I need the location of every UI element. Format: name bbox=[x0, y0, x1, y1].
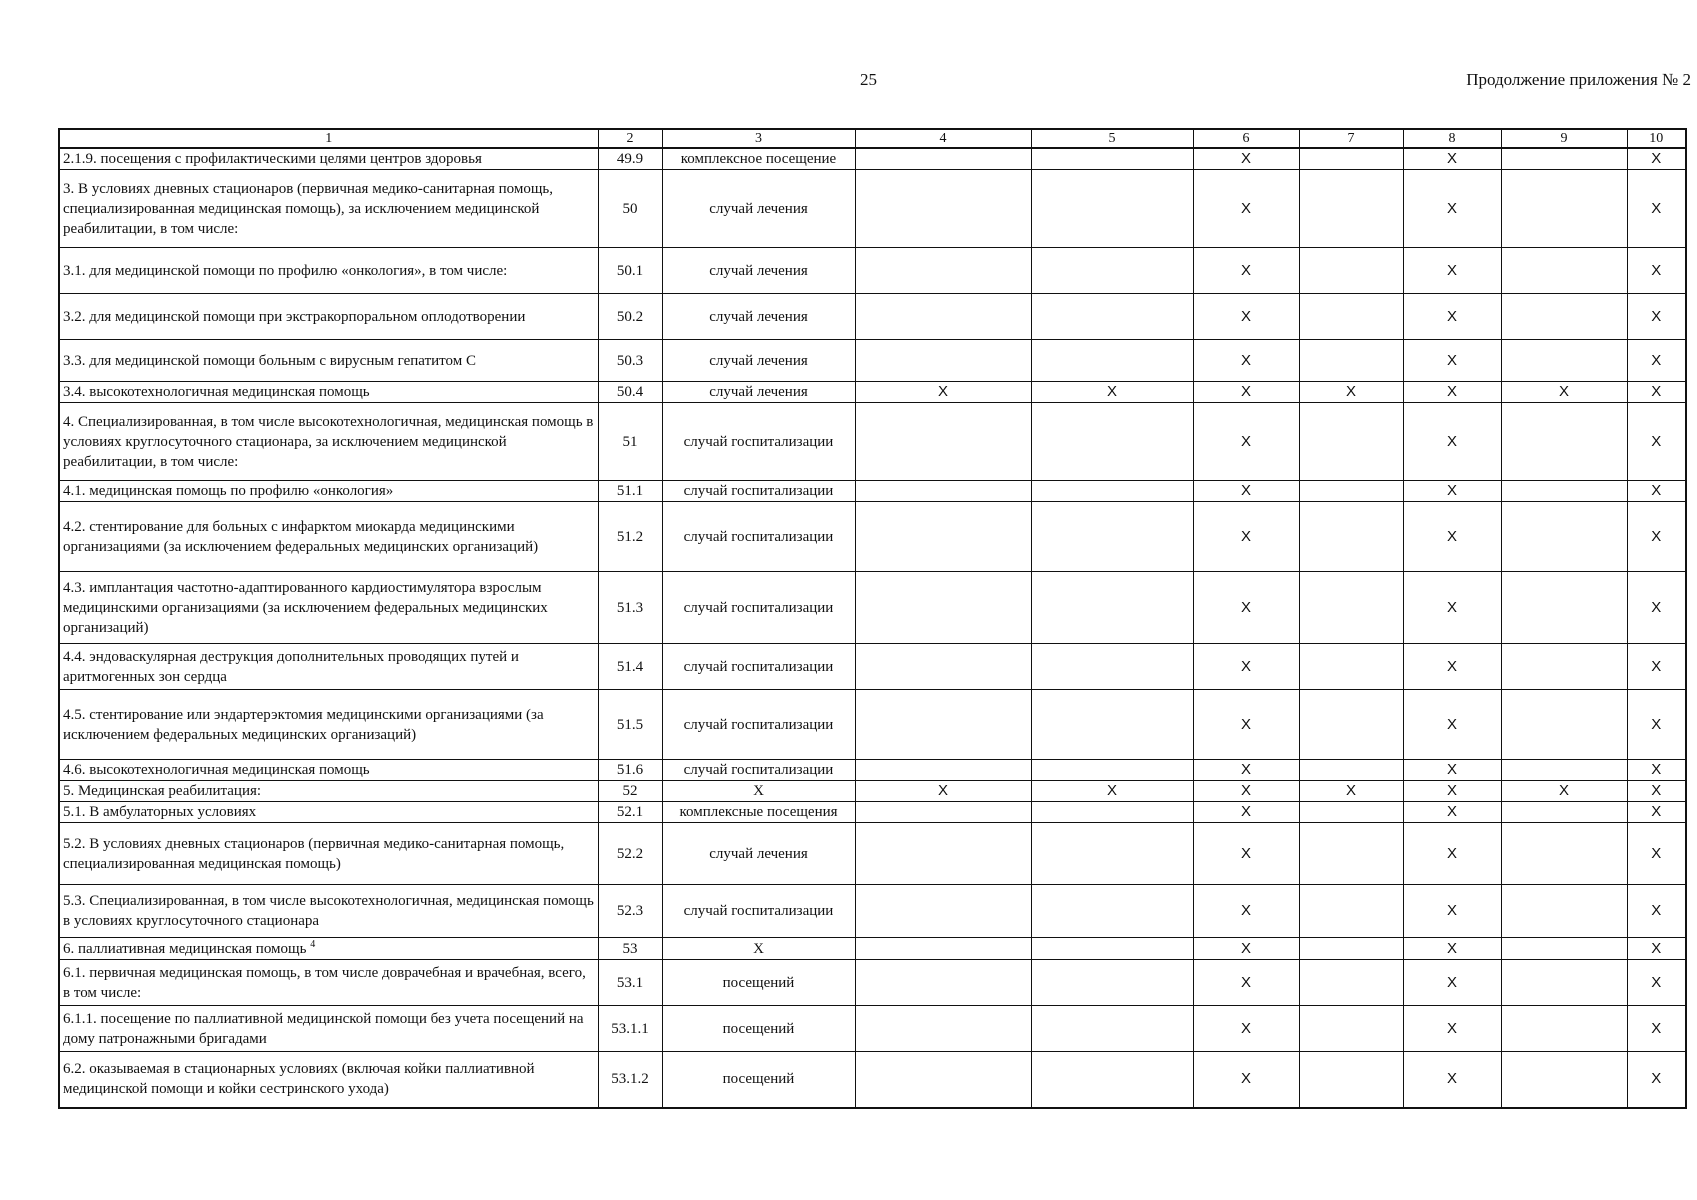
row-value-col-4 bbox=[855, 644, 1031, 690]
row-name-text: 5.3. Специализированная, в том числе высокотехнологичная, медицинская помощь в условиях круглосуточного стационара bbox=[63, 893, 594, 929]
row-value-col-6: X bbox=[1193, 340, 1299, 382]
row-value-col-5 bbox=[1031, 148, 1193, 170]
row-unit: случай госпитализации bbox=[662, 572, 855, 644]
row-value-col-6: X bbox=[1193, 481, 1299, 502]
row-code: 53.1.1 bbox=[598, 1006, 662, 1052]
row-name bbox=[59, 690, 598, 760]
row-value-col-9 bbox=[1501, 572, 1627, 644]
row-code: 51 bbox=[598, 403, 662, 481]
row-unit: случай госпитализации bbox=[662, 502, 855, 572]
row-value-col-4 bbox=[855, 760, 1031, 781]
row-value-col-9 bbox=[1501, 248, 1627, 294]
row-unit: X bbox=[662, 781, 855, 802]
row-unit: случай госпитализации bbox=[662, 481, 855, 502]
row-name bbox=[59, 823, 598, 885]
row-value-col-9 bbox=[1501, 403, 1627, 481]
row-name-text: 4.1. медицинская помощь по профилю «онкология» bbox=[63, 483, 394, 499]
row-value-col-10: X bbox=[1627, 403, 1686, 481]
row-value-col-10: X bbox=[1627, 572, 1686, 644]
row-name-text: 4. Специализированная, в том числе высокотехнологичная, медицинская помощь в условиях круглосуточного стационара, за исключением медицинской реабилитации, в том числе: bbox=[63, 413, 594, 470]
row-value-col-10: X bbox=[1627, 382, 1686, 403]
row-value-col-4 bbox=[855, 823, 1031, 885]
row-unit: случай лечения bbox=[662, 294, 855, 340]
row-value-col-8: X bbox=[1403, 960, 1501, 1006]
row-unit: случай лечения bbox=[662, 382, 855, 403]
row-name-text: 4.3. имплантация частотно-адаптированного кардиостимулятора взрослым медицинскими организациями (за исключением федеральных медицинских организаций) bbox=[63, 579, 548, 636]
row-name bbox=[59, 1006, 598, 1052]
row-value-col-6: X bbox=[1193, 170, 1299, 248]
column-header: 10 bbox=[1627, 129, 1686, 148]
table-row bbox=[59, 1052, 1686, 1108]
row-name bbox=[59, 885, 598, 938]
row-name bbox=[59, 760, 598, 781]
row-value-col-10: X bbox=[1627, 960, 1686, 1006]
row-value-col-9 bbox=[1501, 960, 1627, 1006]
row-value-col-6: X bbox=[1193, 403, 1299, 481]
table-row bbox=[59, 481, 1686, 502]
table-row bbox=[59, 802, 1686, 823]
row-value-col-7 bbox=[1299, 294, 1403, 340]
row-value-col-9 bbox=[1501, 644, 1627, 690]
row-value-col-4 bbox=[855, 248, 1031, 294]
row-value-col-8: X bbox=[1403, 572, 1501, 644]
row-value-col-5: X bbox=[1031, 781, 1193, 802]
row-name bbox=[59, 481, 598, 502]
row-value-col-7: X bbox=[1299, 382, 1403, 403]
appendix-note: Продолжение приложения № 2 bbox=[1466, 70, 1691, 89]
row-name-text: 3.3. для медицинской помощи больным с вирусным гепатитом С bbox=[63, 352, 476, 369]
table-row bbox=[59, 403, 1686, 481]
row-code: 53 bbox=[598, 938, 662, 960]
row-value-col-10: X bbox=[1627, 481, 1686, 502]
row-value-col-8: X bbox=[1403, 690, 1501, 760]
row-value-col-5 bbox=[1031, 340, 1193, 382]
row-value-col-5 bbox=[1031, 572, 1193, 644]
row-value-col-10: X bbox=[1627, 248, 1686, 294]
row-unit: случай лечения bbox=[662, 170, 855, 248]
row-value-col-7 bbox=[1299, 690, 1403, 760]
row-name-text: 4.6. высокотехнологичная медицинская помощь bbox=[63, 762, 370, 778]
row-value-col-5 bbox=[1031, 802, 1193, 823]
column-header: 7 bbox=[1299, 129, 1403, 148]
row-value-col-6: X bbox=[1193, 690, 1299, 760]
row-value-col-4 bbox=[855, 1006, 1031, 1052]
table-row bbox=[59, 340, 1686, 382]
row-value-col-6: X bbox=[1193, 382, 1299, 403]
column-header: 8 bbox=[1403, 129, 1501, 148]
row-unit: случай лечения bbox=[662, 340, 855, 382]
row-value-col-9 bbox=[1501, 340, 1627, 382]
row-value-col-6: X bbox=[1193, 938, 1299, 960]
row-value-col-5 bbox=[1031, 502, 1193, 572]
row-name-text: 3.1. для медицинской помощи по профилю «онкология», в том числе: bbox=[63, 262, 508, 279]
row-value-col-9 bbox=[1501, 1052, 1627, 1108]
row-value-col-9 bbox=[1501, 170, 1627, 248]
row-value-col-5 bbox=[1031, 1052, 1193, 1108]
row-value-col-7 bbox=[1299, 248, 1403, 294]
row-value-col-8: X bbox=[1403, 403, 1501, 481]
row-value-col-10: X bbox=[1627, 802, 1686, 823]
row-name-text: 5. Медицинская реабилитация: bbox=[63, 783, 262, 799]
row-unit: случай госпитализации bbox=[662, 760, 855, 781]
row-value-col-8: X bbox=[1403, 885, 1501, 938]
row-value-col-7 bbox=[1299, 938, 1403, 960]
row-name bbox=[59, 502, 598, 572]
row-unit: случай госпитализации bbox=[662, 885, 855, 938]
row-value-col-10: X bbox=[1627, 1006, 1686, 1052]
row-value-col-4 bbox=[855, 403, 1031, 481]
row-value-col-7 bbox=[1299, 170, 1403, 248]
row-value-col-9: X bbox=[1501, 382, 1627, 403]
row-name bbox=[59, 170, 598, 248]
column-header: 5 bbox=[1031, 129, 1193, 148]
row-value-col-6: X bbox=[1193, 885, 1299, 938]
table-row bbox=[59, 760, 1686, 781]
row-value-col-7 bbox=[1299, 760, 1403, 781]
row-value-col-4 bbox=[855, 885, 1031, 938]
row-name-text: 3.4. высокотехнологичная медицинская помощь bbox=[63, 384, 370, 400]
row-value-col-9 bbox=[1501, 802, 1627, 823]
row-value-col-8: X bbox=[1403, 823, 1501, 885]
row-value-col-8: X bbox=[1403, 644, 1501, 690]
row-unit: случай госпитализации bbox=[662, 644, 855, 690]
row-value-col-7 bbox=[1299, 502, 1403, 572]
column-header: 1 bbox=[59, 129, 598, 148]
row-code: 50.3 bbox=[598, 340, 662, 382]
table-row bbox=[59, 938, 1686, 960]
row-value-col-10: X bbox=[1627, 1052, 1686, 1108]
row-unit: посещений bbox=[662, 1052, 855, 1108]
row-value-col-8: X bbox=[1403, 1006, 1501, 1052]
column-header: 9 bbox=[1501, 129, 1627, 148]
row-value-col-9 bbox=[1501, 760, 1627, 781]
row-value-col-6: X bbox=[1193, 802, 1299, 823]
row-value-col-4 bbox=[855, 690, 1031, 760]
row-name-text: 2.1.9. посещения с профилактическими целями центров здоровья bbox=[63, 151, 482, 167]
row-code: 50 bbox=[598, 170, 662, 248]
row-value-col-4 bbox=[855, 802, 1031, 823]
row-value-col-8: X bbox=[1403, 938, 1501, 960]
row-value-col-9 bbox=[1501, 294, 1627, 340]
table-row bbox=[59, 572, 1686, 644]
row-value-col-10: X bbox=[1627, 781, 1686, 802]
row-value-col-6: X bbox=[1193, 823, 1299, 885]
row-value-col-5 bbox=[1031, 644, 1193, 690]
row-value-col-8: X bbox=[1403, 760, 1501, 781]
row-value-col-6: X bbox=[1193, 1006, 1299, 1052]
row-name-text: 6. паллиативная медицинская помощь bbox=[63, 940, 307, 957]
table-row bbox=[59, 148, 1686, 170]
table-row bbox=[59, 502, 1686, 572]
table-row bbox=[59, 885, 1686, 938]
row-value-col-5 bbox=[1031, 481, 1193, 502]
column-header: 2 bbox=[598, 129, 662, 148]
row-name-text: 6.1.1. посещение по паллиативной медицинской помощи без учета посещений на дому патронажными бригадами bbox=[63, 1010, 584, 1047]
row-value-col-5 bbox=[1031, 294, 1193, 340]
row-value-col-10: X bbox=[1627, 690, 1686, 760]
footnote-marker: 4 bbox=[310, 938, 316, 950]
row-name bbox=[59, 1052, 598, 1108]
row-value-col-8: X bbox=[1403, 1052, 1501, 1108]
row-value-col-4 bbox=[855, 572, 1031, 644]
row-code: 52.2 bbox=[598, 823, 662, 885]
row-name bbox=[59, 294, 598, 340]
row-value-col-5 bbox=[1031, 885, 1193, 938]
row-code: 50.1 bbox=[598, 248, 662, 294]
row-value-col-9 bbox=[1501, 481, 1627, 502]
row-code: 49.9 bbox=[598, 148, 662, 170]
row-value-col-5 bbox=[1031, 1006, 1193, 1052]
column-number-row bbox=[59, 129, 1686, 148]
row-value-col-7 bbox=[1299, 148, 1403, 170]
row-name bbox=[59, 340, 598, 382]
row-name-text: 3.2. для медицинской помощи при экстракорпоральном оплодотворении bbox=[63, 308, 526, 325]
row-unit: случай госпитализации bbox=[662, 403, 855, 481]
column-header: 6 bbox=[1193, 129, 1299, 148]
row-value-col-6: X bbox=[1193, 760, 1299, 781]
row-value-col-5 bbox=[1031, 248, 1193, 294]
row-name bbox=[59, 572, 598, 644]
row-value-col-10: X bbox=[1627, 294, 1686, 340]
row-value-col-7 bbox=[1299, 340, 1403, 382]
row-unit: посещений bbox=[662, 960, 855, 1006]
row-value-col-4: X bbox=[855, 781, 1031, 802]
row-name-text: 4.4. эндоваскулярная деструкция дополнительных проводящих путей и аритмогенных зон сердца bbox=[63, 648, 519, 685]
row-code: 51.2 bbox=[598, 502, 662, 572]
row-value-col-9 bbox=[1501, 1006, 1627, 1052]
row-value-col-5 bbox=[1031, 403, 1193, 481]
row-value-col-8: X bbox=[1403, 382, 1501, 403]
report-table bbox=[58, 128, 1687, 1109]
row-value-col-4 bbox=[855, 294, 1031, 340]
table-row bbox=[59, 960, 1686, 1006]
row-value-col-8: X bbox=[1403, 248, 1501, 294]
table-row bbox=[59, 690, 1686, 760]
row-value-col-7 bbox=[1299, 481, 1403, 502]
row-value-col-4 bbox=[855, 170, 1031, 248]
row-code: 51.3 bbox=[598, 572, 662, 644]
row-value-col-6: X bbox=[1193, 248, 1299, 294]
page-number: 25 bbox=[860, 70, 877, 89]
row-value-col-9 bbox=[1501, 938, 1627, 960]
row-name-text: 5.2. В условиях дневных стационаров (первичная медико-санитарная помощь, специализированная медицинская помощь) bbox=[63, 835, 565, 872]
row-name-text: 4.5. стентирование или эндартерэктомия медицинскими организациями (за исключением федеральных медицинских организаций) bbox=[63, 706, 544, 743]
row-value-col-6: X bbox=[1193, 1052, 1299, 1108]
table-row bbox=[59, 1006, 1686, 1052]
row-name bbox=[59, 148, 598, 170]
row-name-text: 4.2. стентирование для больных с инфарктом миокарда медицинскими организациями (за исключением федеральных медицинских организаций) bbox=[63, 518, 539, 555]
row-unit: комплексное посещение bbox=[662, 148, 855, 170]
table-row bbox=[59, 781, 1686, 802]
row-name-text: 6.2. оказываемая в стационарных условиях (включая койки паллиативной медицинской помощи и койки сестринского ухода) bbox=[63, 1061, 535, 1098]
row-code: 51.6 bbox=[598, 760, 662, 781]
row-value-col-4 bbox=[855, 148, 1031, 170]
row-value-col-8: X bbox=[1403, 340, 1501, 382]
row-unit: комплексные посещения bbox=[662, 802, 855, 823]
row-value-col-10: X bbox=[1627, 885, 1686, 938]
row-name bbox=[59, 802, 598, 823]
row-value-col-4 bbox=[855, 340, 1031, 382]
row-name-text: 5.1. В амбулаторных условиях bbox=[63, 804, 257, 820]
row-value-col-10: X bbox=[1627, 760, 1686, 781]
table-row bbox=[59, 248, 1686, 294]
row-unit: X bbox=[662, 938, 855, 960]
row-name bbox=[59, 403, 598, 481]
row-unit: случай лечения bbox=[662, 823, 855, 885]
row-value-col-10: X bbox=[1627, 170, 1686, 248]
row-value-col-7 bbox=[1299, 885, 1403, 938]
row-value-col-7 bbox=[1299, 644, 1403, 690]
row-value-col-9 bbox=[1501, 502, 1627, 572]
row-value-col-5 bbox=[1031, 690, 1193, 760]
row-value-col-6: X bbox=[1193, 572, 1299, 644]
row-value-col-9 bbox=[1501, 885, 1627, 938]
row-value-col-10: X bbox=[1627, 502, 1686, 572]
row-code: 50.2 bbox=[598, 294, 662, 340]
row-code: 53.1 bbox=[598, 960, 662, 1006]
table-row bbox=[59, 823, 1686, 885]
row-value-col-6: X bbox=[1193, 294, 1299, 340]
row-value-col-4 bbox=[855, 502, 1031, 572]
row-value-col-6: X bbox=[1193, 781, 1299, 802]
row-value-col-8: X bbox=[1403, 148, 1501, 170]
row-value-col-7 bbox=[1299, 1006, 1403, 1052]
row-value-col-7 bbox=[1299, 403, 1403, 481]
row-name-text: 3. В условиях дневных стационаров (первичная медико-санитарная помощь, специализированная медицинская помощь), за исключением медицинской реабилитации, в том числе: bbox=[63, 180, 553, 237]
row-value-col-8: X bbox=[1403, 294, 1501, 340]
row-value-col-6: X bbox=[1193, 148, 1299, 170]
row-code: 52.1 bbox=[598, 802, 662, 823]
row-value-col-4 bbox=[855, 1052, 1031, 1108]
row-value-col-7: X bbox=[1299, 781, 1403, 802]
row-name bbox=[59, 248, 598, 294]
table-row bbox=[59, 294, 1686, 340]
row-value-col-5 bbox=[1031, 760, 1193, 781]
row-code: 51.4 bbox=[598, 644, 662, 690]
row-value-col-8: X bbox=[1403, 502, 1501, 572]
row-value-col-5 bbox=[1031, 938, 1193, 960]
row-value-col-5 bbox=[1031, 960, 1193, 1006]
row-unit: случай лечения bbox=[662, 248, 855, 294]
row-value-col-10: X bbox=[1627, 148, 1686, 170]
row-code: 52 bbox=[598, 781, 662, 802]
row-code: 52.3 bbox=[598, 885, 662, 938]
row-value-col-6: X bbox=[1193, 644, 1299, 690]
row-value-col-4 bbox=[855, 938, 1031, 960]
table-body bbox=[59, 148, 1686, 1108]
column-header: 4 bbox=[855, 129, 1031, 148]
row-value-col-9 bbox=[1501, 690, 1627, 760]
row-value-col-4 bbox=[855, 481, 1031, 502]
table-row bbox=[59, 382, 1686, 403]
row-value-col-6: X bbox=[1193, 502, 1299, 572]
row-value-col-5 bbox=[1031, 823, 1193, 885]
row-value-col-6: X bbox=[1193, 960, 1299, 1006]
row-code: 53.1.2 bbox=[598, 1052, 662, 1108]
row-code: 50.4 bbox=[598, 382, 662, 403]
row-name-text: 6.1. первичная медицинская помощь, в том числе доврачебная и врачебная, всего, в том числе: bbox=[63, 964, 586, 1001]
row-unit: случай госпитализации bbox=[662, 690, 855, 760]
row-value-col-7 bbox=[1299, 572, 1403, 644]
row-value-col-8: X bbox=[1403, 781, 1501, 802]
table-row bbox=[59, 170, 1686, 248]
row-value-col-5 bbox=[1031, 170, 1193, 248]
row-name bbox=[59, 644, 598, 690]
row-value-col-8: X bbox=[1403, 481, 1501, 502]
row-name bbox=[59, 938, 598, 960]
row-value-col-10: X bbox=[1627, 938, 1686, 960]
row-code: 51.5 bbox=[598, 690, 662, 760]
row-unit: посещений bbox=[662, 1006, 855, 1052]
row-name bbox=[59, 382, 598, 403]
row-value-col-10: X bbox=[1627, 340, 1686, 382]
row-name bbox=[59, 960, 598, 1006]
row-value-col-9: X bbox=[1501, 781, 1627, 802]
row-value-col-10: X bbox=[1627, 644, 1686, 690]
row-value-col-8: X bbox=[1403, 802, 1501, 823]
row-name bbox=[59, 781, 598, 802]
column-header: 3 bbox=[662, 129, 855, 148]
row-value-col-10: X bbox=[1627, 823, 1686, 885]
row-value-col-7 bbox=[1299, 960, 1403, 1006]
row-value-col-9 bbox=[1501, 148, 1627, 170]
row-value-col-9 bbox=[1501, 823, 1627, 885]
row-value-col-7 bbox=[1299, 802, 1403, 823]
row-value-col-7 bbox=[1299, 823, 1403, 885]
row-value-col-4: X bbox=[855, 382, 1031, 403]
row-code: 51.1 bbox=[598, 481, 662, 502]
table-row bbox=[59, 644, 1686, 690]
row-value-col-4 bbox=[855, 960, 1031, 1006]
row-value-col-7 bbox=[1299, 1052, 1403, 1108]
row-value-col-5: X bbox=[1031, 382, 1193, 403]
row-value-col-8: X bbox=[1403, 170, 1501, 248]
